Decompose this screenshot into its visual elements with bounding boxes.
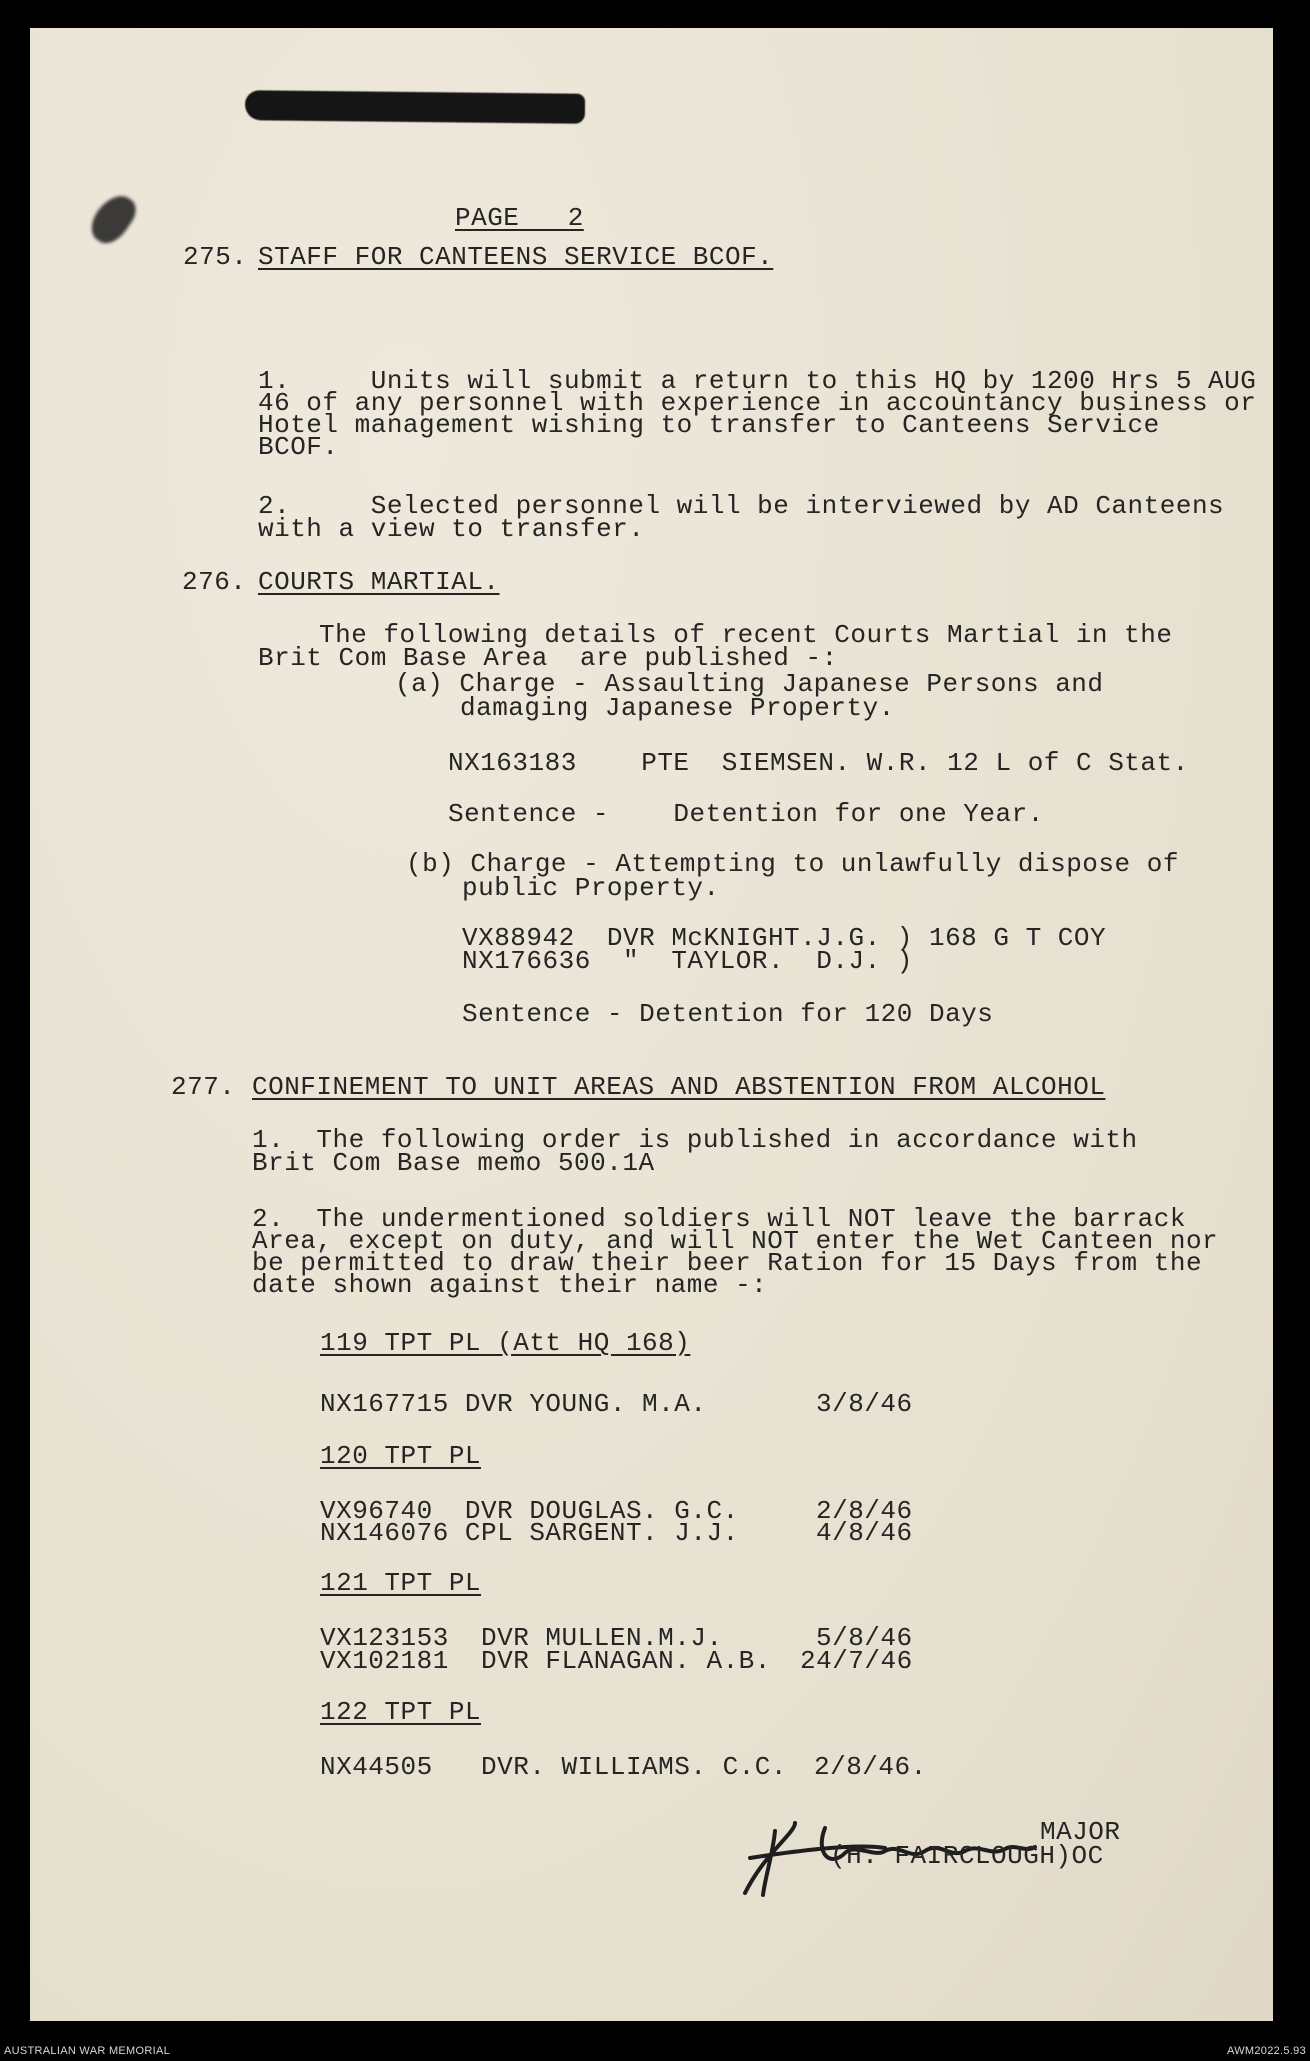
unit-heading: 121 TPT PL xyxy=(320,1568,482,1598)
section-275-number: 275. xyxy=(183,242,248,272)
section-275-para-1-line-2: 46 of any personnel with experience in accountancy business or xyxy=(258,388,1257,418)
confinement-date: 3/8/46 xyxy=(816,1389,913,1419)
confinement-date: 4/8/46 xyxy=(816,1518,913,1548)
section-275-para-2-line-1: 2. Selected personnel will be interviewed by AD Canteens xyxy=(258,491,1225,521)
confinement-date: 24/7/46 xyxy=(800,1646,913,1676)
confined-soldier: NX167715 DVR YOUNG. M.A. xyxy=(320,1389,707,1419)
section-277-number: 277. xyxy=(171,1072,236,1102)
signature-rank: MAJOR xyxy=(1040,1817,1121,1847)
confinement-date: 5/8/46 xyxy=(816,1623,913,1653)
section-277-para-2-line-1: 2. The undermentioned soldiers will NOT leave the barrack xyxy=(252,1204,1186,1234)
archive-reference: AWM2022.5.93 xyxy=(1226,2045,1306,2057)
section-275-title: STAFF FOR CANTEENS SERVICE BCOF. xyxy=(258,242,774,272)
charge-a-line-1: (a) Charge - Assaulting Japanese Persons and xyxy=(395,669,1104,699)
charge-a-soldier: NX163183 PTE SIEMSEN. W.R. 12 L of C Stat. xyxy=(448,748,1189,778)
section-275-para-1-line-3: Hotel management wishing to transfer to Canteens Service xyxy=(258,410,1160,440)
section-276-title: COURTS MARTIAL. xyxy=(258,567,500,597)
section-277-title: CONFINEMENT TO UNIT AREAS AND ABSTENTION FROM ALCOHOL xyxy=(252,1072,1106,1102)
confinement-date: 2/8/46. xyxy=(814,1752,927,1782)
ink-smudge xyxy=(84,188,142,250)
section-277-para-2-line-4: date shown against their name -: xyxy=(252,1270,768,1300)
charge-a-sentence: Sentence - Detention for one Year. xyxy=(448,799,1044,829)
confined-soldier: NX146076 CPL SARGENT. J.J. xyxy=(320,1518,739,1548)
section-276-intro-line-2: Brit Com Base Area are published -: xyxy=(258,643,838,673)
section-276-number: 276. xyxy=(182,567,247,597)
document-page xyxy=(30,28,1273,2021)
unit-heading: 120 TPT PL xyxy=(320,1441,482,1471)
unit-heading: 119 TPT PL (Att HQ 168) xyxy=(320,1328,691,1358)
unit-heading: 122 TPT PL xyxy=(320,1697,482,1727)
confined-soldier: VX96740 DVR DOUGLAS. G.C. xyxy=(320,1496,739,1526)
archive-credit: AUSTRALIAN WAR MEMORIAL xyxy=(4,2045,171,2057)
section-275-para-1-line-1: 1. Units will submit a return to this HQ by 1200 Hrs 5 AUG xyxy=(258,366,1257,396)
section-277-para-2-line-3: be permitted to draw their beer Ration for 15 Days from the xyxy=(252,1248,1203,1278)
charge-b-sentence: Sentence - Detention for 120 Days xyxy=(462,999,994,1029)
section-276-intro-line-1: The following details of recent Courts Martial in the xyxy=(319,620,1173,650)
confined-soldier: NX44505 DVR. WILLIAMS. C.C. xyxy=(320,1752,787,1782)
confinement-date: 2/8/46 xyxy=(816,1496,913,1526)
signature-name: (H. FAIRCLOUGH)OC xyxy=(830,1841,1104,1871)
charge-b-soldier-2: NX176636 " TAYLOR. D.J. ) xyxy=(462,946,913,976)
confined-soldier: VX102181 DVR FLANAGAN. A.B. xyxy=(320,1646,771,1676)
section-277-para-1-line-2: Brit Com Base memo 500.1A xyxy=(252,1148,655,1178)
charge-b-line-2: public Property. xyxy=(462,873,720,903)
charge-b-line-1: (b) Charge - Attempting to unlawfully dispose of xyxy=(406,849,1179,879)
redaction-mark xyxy=(245,90,585,124)
charge-b-soldier-1: VX88942 DVR McKNIGHT.J.G. ) 168 G T COY xyxy=(462,923,1107,953)
section-277-para-2-line-2: Area, except on duty, and will NOT enter the Wet Canteen nor xyxy=(252,1226,1219,1256)
section-275-para-2-line-2: with a view to transfer. xyxy=(258,514,645,544)
page-heading: PAGE 2 xyxy=(455,203,584,233)
section-275-para-1-line-4: BCOF. xyxy=(258,432,339,462)
confined-soldier: VX123153 DVR MULLEN.M.J. xyxy=(320,1623,723,1653)
section-277-para-1-line-1: 1. The following order is published in accordance with xyxy=(252,1125,1138,1155)
charge-a-line-2: damaging Japanese Property. xyxy=(460,693,895,723)
